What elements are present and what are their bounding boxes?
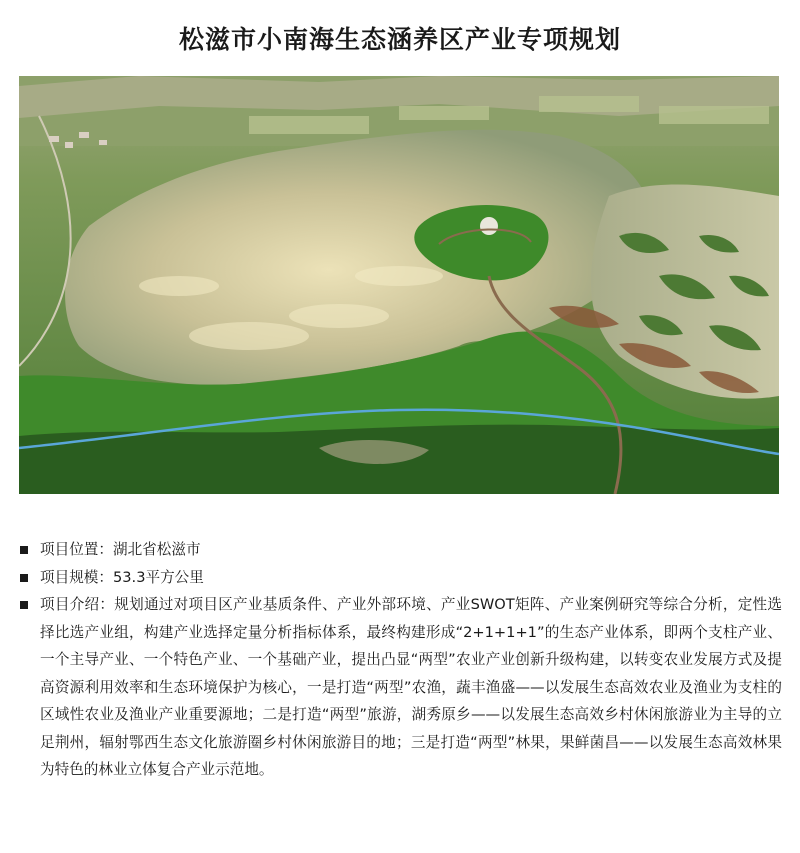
info-text: 湖北省松滋市	[112, 541, 201, 558]
info-item-location	[18, 536, 782, 564]
page-title: 松滋市小南海生态涵养区产业专项规划	[178, 25, 621, 54]
square-bullet-icon	[20, 574, 28, 582]
aerial-lake-illustration	[19, 76, 779, 494]
project-info-list	[18, 536, 782, 784]
info-text: 53.3平方公里	[112, 568, 204, 586]
info-label: 项目位置：	[40, 541, 113, 558]
aerial-lake-photo	[19, 76, 779, 494]
info-label: 项目介绍：	[40, 596, 115, 613]
info-item-scale	[18, 564, 782, 592]
info-label: 项目规模：	[40, 568, 113, 586]
square-bullet-icon	[20, 546, 28, 554]
square-bullet-icon	[20, 601, 28, 609]
info-item-introduction	[18, 591, 782, 784]
info-text: 规划通过对项目区产业基质条件、产业外部环境、产业SWOT矩阵、产业案例研究等综合分析，定性选择比选产业组，构建产业选择定量分析指标体系，最终构建形成“2+1+1+1”的生态产业体系，即两个支柱产业、一个主导产业、一个特色产业、一个基础产业，提出凸显“两型”农业产业创新升级构建，以转变农业发展方式及提高资源利用效率和生态环境保护为核心，一是打造“两型”农渔，蔬丰渔盛——以发展生态高效农业及渔业为支柱的区域性农业及渔业产业重要源地；二是打造“两型”旅游，湖秀原乡——以发展生态高效乡村休闲旅游业为主导的立足荆州，辐射鄂西生态文化旅游圈乡村休闲旅游目的地；三是打造“两型”林果，果鲜菌昌——以发展生态高效林果为特色的林业立体复合产业示范地。	[40, 596, 782, 778]
island-pavilion	[480, 217, 498, 235]
